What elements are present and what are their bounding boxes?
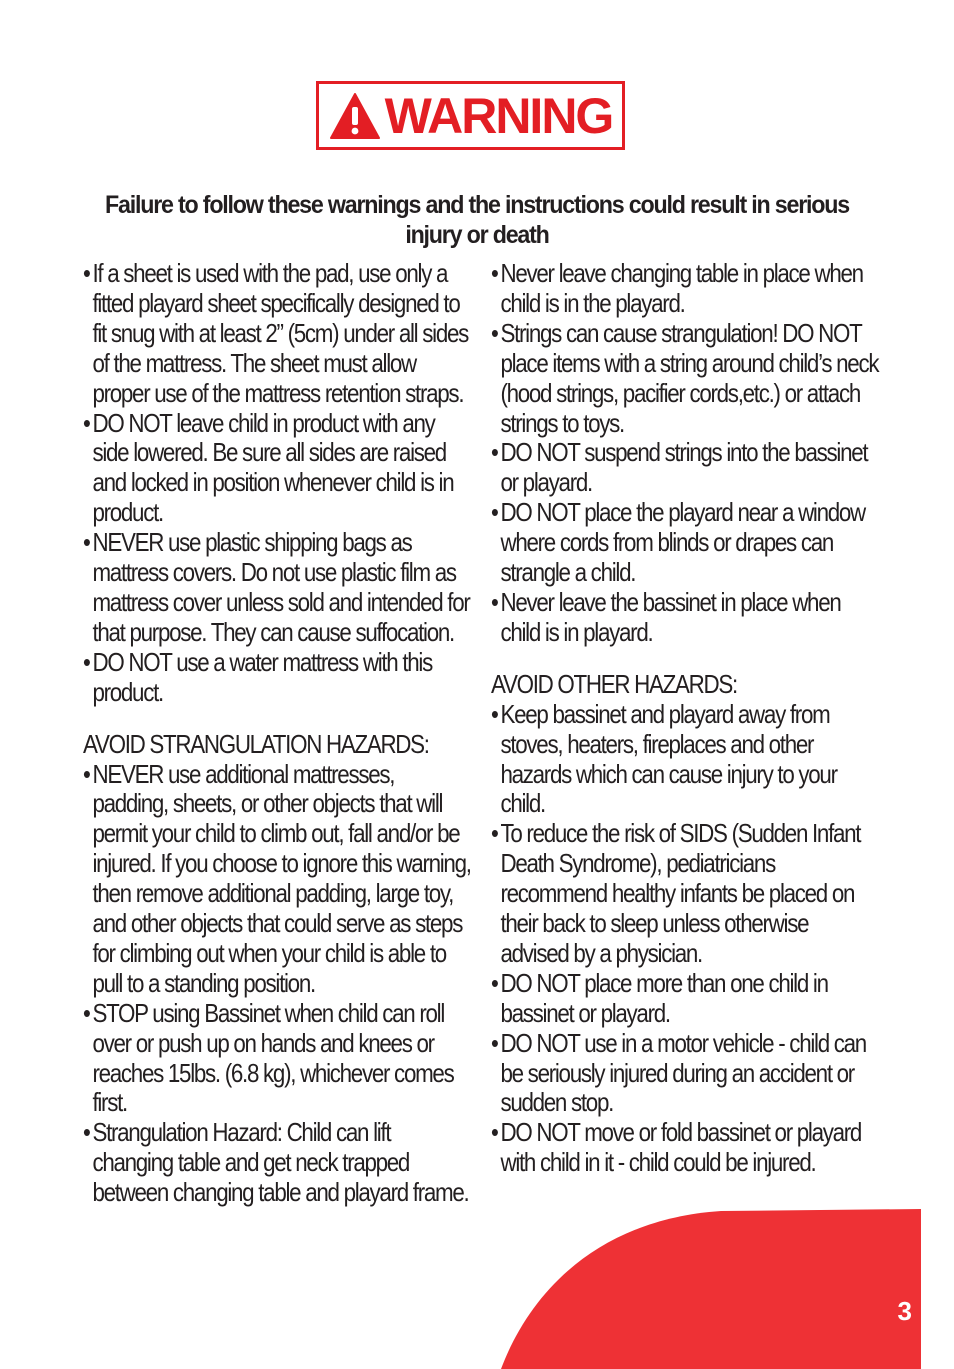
warning-banner <box>316 81 625 150</box>
list-item: • Never leave the bassinet in place when child is in playard. <box>491 588 880 648</box>
list-item: • If a sheet is used with the pad, use only a fitted playard sheet specifically designed to fit snug with at least 2” (5cm) under all sides of the mattress. The sheet must allow proper use of the mattress retention straps. <box>83 259 472 409</box>
warning-title: WARNING <box>384 87 613 144</box>
list-item: • Keep bassinet and playard away from stoves, heaters, fireplaces and other hazards which can cause injury to your child. <box>491 700 880 820</box>
list-item: • STOP using Bassinet when child can roll over or push up on hands and knees or reaches 15lbs. (6.8 kg), whichever comes first. <box>83 999 472 1119</box>
warning-triangle-icon <box>329 92 381 140</box>
list-item: • DO NOT place the playard near a window where cords from blinds or drapes can strangle a child. <box>491 498 880 588</box>
list-item: • NEVER use additional mattresses, padding, sheets, or other objects that will permit your child to climb out, fall and/or be injured. If you choose to ignore this warning, then remove additional padding, large toy, and other objects that could serve as steps for climbing out when your child is able to pull to a standing position. <box>83 760 472 999</box>
list-item: • Strangulation Hazard: Child can lift changing table and get neck trapped between changing table and playard frame. <box>83 1118 472 1208</box>
page-number: 3 <box>897 1296 912 1326</box>
list-item: • DO NOT leave child in product with any side lowered. Be sure all sides are raised and locked in position whenever child is in product. <box>83 409 472 529</box>
changing-table-warnings-list <box>491 259 880 648</box>
strangulation-list <box>83 760 472 1209</box>
list-item: • DO NOT move or fold bassinet or playard with child in it - child could be injured. <box>491 1118 880 1178</box>
page-corner-decoration <box>501 1209 921 1369</box>
other-hazards-list <box>491 700 880 1179</box>
strangulation-heading: AVOID STRANGULATION HAZARDS: <box>83 728 429 759</box>
list-item: • NEVER use plastic shipping bags as mattress covers. Do not use plastic film as mattress cover unless sold and intended for that purpose. They can cause suffocation. <box>83 528 472 648</box>
other-hazards-heading: AVOID OTHER HAZARDS: <box>491 668 737 699</box>
list-item: • DO NOT use in a motor vehicle - child can be seriously injured during an accident or sudden stop. <box>491 1029 880 1119</box>
list-item: • Strings can cause strangulation! DO NOT place items with a string around child’s neck (hood strings, pacifier cords,etc.) or attach strings to toys. <box>491 319 880 439</box>
intro-statement: Failure to follow these warnings and the instructions could result in serious injury or death <box>104 191 850 249</box>
list-item: • DO NOT use a water mattress with this product. <box>83 648 472 708</box>
list-item: • Never leave changing table in place when child is in the playard. <box>491 259 880 319</box>
list-item: • DO NOT place more than one child in bassinet or playard. <box>491 969 880 1029</box>
general-warnings-list <box>83 259 472 708</box>
list-item: • To reduce the risk of SIDS (Sudden Infant Death Syndrome), pediatricians recommend healthy infants be placed on their back to sleep unless otherwise advised by a physician. <box>491 819 880 969</box>
right-column <box>491 259 880 1178</box>
list-item: • DO NOT suspend strings into the bassinet or playard. <box>491 438 880 498</box>
left-column <box>83 259 472 1208</box>
